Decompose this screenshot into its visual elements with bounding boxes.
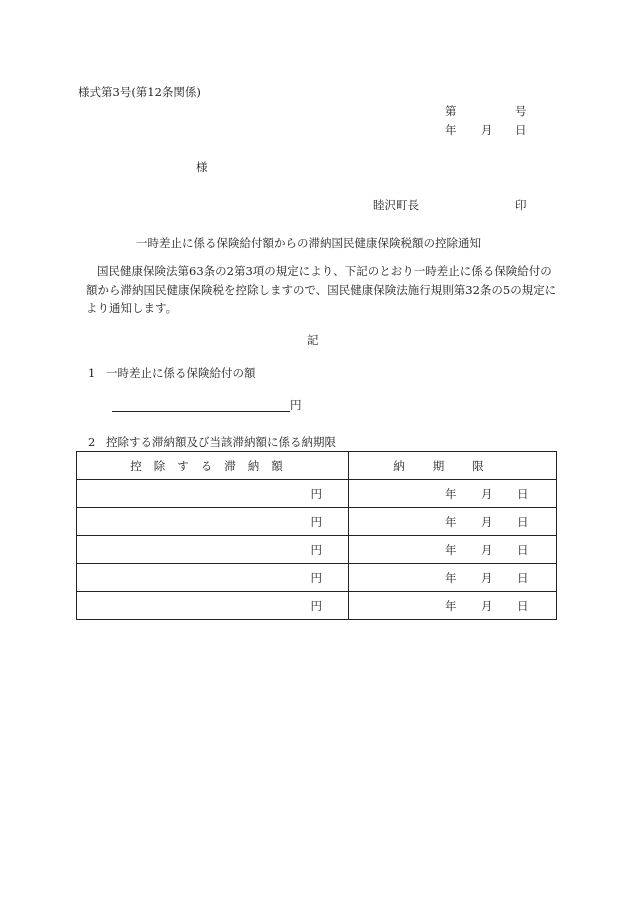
deadline-month: 月 — [481, 599, 493, 613]
issuer-name: 睦沢町長 — [373, 198, 419, 212]
deadline-day: 日 — [517, 487, 529, 501]
date-year: 年 — [445, 123, 457, 137]
table-row — [77, 536, 557, 564]
deadline-cell — [349, 508, 557, 536]
deadline-day: 日 — [517, 543, 529, 557]
deadline-year: 年 — [445, 543, 457, 557]
form-label: 様式第3号(第12条関係) — [78, 85, 201, 99]
date-month: 月 — [481, 123, 493, 137]
header-deadline: 納期限 — [349, 452, 557, 480]
deadline-cell — [349, 536, 557, 564]
amount-cell: 円 — [77, 508, 349, 536]
amount-cell: 円 — [77, 564, 349, 592]
deadline-cell — [349, 592, 557, 620]
deduction-table — [76, 451, 557, 620]
issuer-seal: 印 — [515, 198, 527, 212]
deadline-year: 年 — [445, 571, 457, 585]
section2-number: 2 — [88, 435, 96, 449]
deadline-cell — [349, 480, 557, 508]
ki-label: 記 — [307, 333, 319, 347]
deadline-day: 日 — [517, 599, 529, 613]
deadline-cell — [349, 564, 557, 592]
deadline-month: 月 — [481, 543, 493, 557]
amount-unit: 円 — [290, 398, 302, 412]
header-amount: 控除する滞納額 — [77, 452, 349, 480]
deadline-year: 年 — [445, 515, 457, 529]
table-row — [77, 564, 557, 592]
date-day: 日 — [515, 123, 527, 137]
amount-cell: 円 — [77, 480, 349, 508]
table-row — [77, 592, 557, 620]
body-paragraph: 国民健康保険法第63条の2第3項の規定により、下記のとおり一時差止に係る保険給付の額から滞納国民健康保険税を控除しますので、国民健康保険法施行規則第32条の5の規定により通知します。 — [86, 264, 557, 315]
addressee-suffix: 様 — [196, 160, 208, 174]
deadline-month: 月 — [481, 487, 493, 501]
section1-number: 1 — [88, 366, 96, 380]
deadline-month: 月 — [481, 515, 493, 529]
amount-blank-line — [112, 411, 290, 412]
deadline-day: 日 — [517, 571, 529, 585]
table-header-row — [77, 452, 557, 480]
document-title: 一時差止に係る保険給付額からの滞納国民健康保険税額の控除通知 — [136, 236, 481, 250]
table-row — [77, 508, 557, 536]
deadline-day: 日 — [517, 515, 529, 529]
deadline-year: 年 — [445, 599, 457, 613]
deadline-month: 月 — [481, 571, 493, 585]
table-row — [77, 480, 557, 508]
deadline-year: 年 — [445, 487, 457, 501]
doc-number-suffix: 号 — [515, 104, 527, 118]
section1-label: 一時差止に係る保険給付の額 — [106, 366, 256, 380]
section2-label: 控除する滞納額及び当該滞納額に係る納期限 — [106, 435, 336, 449]
amount-cell: 円 — [77, 592, 349, 620]
amount-cell: 円 — [77, 536, 349, 564]
doc-number-prefix: 第 — [445, 104, 457, 118]
